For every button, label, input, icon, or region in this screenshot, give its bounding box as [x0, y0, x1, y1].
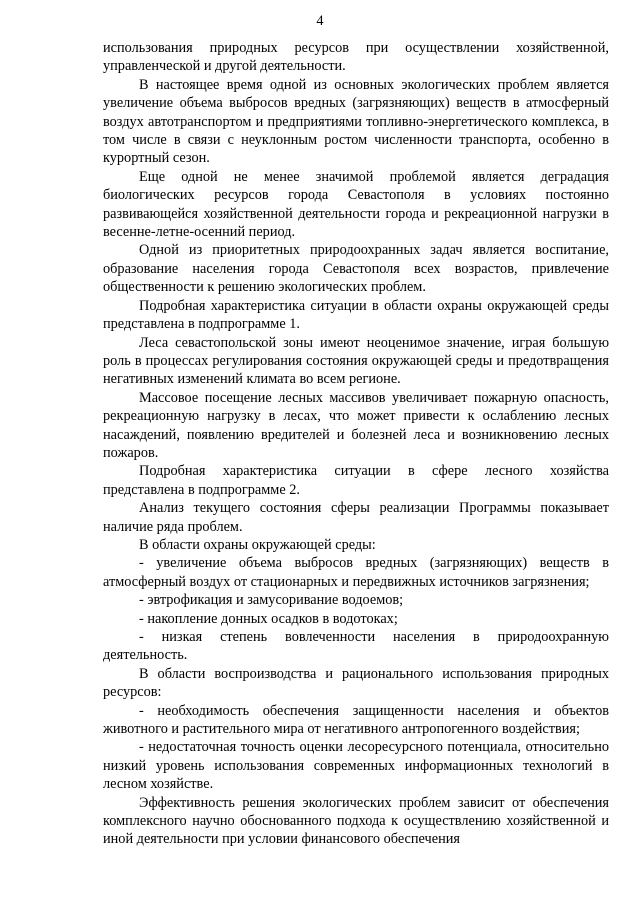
paragraph: Одной из приоритетных природоохранных задач является воспитание, образование населения города Севастополя всех возрастов, привлечение общественности к решению экологических проблем.	[103, 242, 609, 296]
list-item: - накопление донных осадков в водотоках;	[139, 610, 398, 627]
paragraph: Подробная характеристика ситуации в области охраны окружающей среды представлена в подпрограмме 1.	[103, 297, 609, 333]
paragraph: Массовое посещение лесных массивов увеличивает пожарную опасность, рекреационную нагрузку в лесах, что может привести к ослаблению лесных насаждений, появлению вредителей и болезней леса и возникновению лесных пожаров.	[103, 389, 609, 461]
paragraph: Анализ текущего состояния сферы реализации Программы показывает наличие ряда проблем.	[103, 500, 609, 535]
page-number: 4	[316, 13, 324, 29]
list-item: - низкая степень вовлеченности населения в природоохранную деятельность.	[103, 629, 609, 664]
paragraph: В области охраны окружающей среды:	[139, 536, 376, 553]
paragraph: Эффективность решения экологических проблем зависит от обеспечения комплексного научно обоснованного подхода к осуществлению хозяйственной и иной деятельности при условии финансового обеспечения	[103, 794, 609, 848]
paragraph: В настоящее время одной из основных экологических проблем является увеличение объема выбросов вредных (загрязняющих) веществ в атмосферный воздух автотранспортом и предприятиями топливно-энергетического комплекса, в том числе в связи с неуклонным ростом численности транспорта, особенно в курортный сезон.	[103, 76, 609, 167]
paragraph: Еще одной не менее значимой проблемой является деградация биологических ресурсов города Севастополя в условиях постоянно развивающейся хозяйственной деятельности города и рекреационной нагрузки в весенне-летне-осенний период.	[103, 168, 609, 241]
paragraph: Леса севастопольской зоны имеют неоценимое значение, играя большую роль в процессах регулирования состояния окружающей среды и предотвращения негативных изменений климата во всем регионе.	[103, 334, 609, 388]
body-text	[103, 39, 609, 849]
list-item: - необходимость обеспечения защищенности населения и объектов животного и растительного мира от негативного антропогенного воздействия;	[103, 702, 609, 738]
paragraph: В области воспроизводства и рационального использования природных ресурсов:	[103, 665, 609, 701]
paragraph: использования природных ресурсов при осуществлении хозяйственной, управленческой и другой деятельности.	[103, 40, 609, 75]
list-item: - недостаточная точность оценки лесоресурсного потенциала, относительно низкий уровень использования современных информационных технологий в лесном хозяйстве.	[103, 739, 609, 793]
paragraph: Подробная характеристика ситуации в сфере лесного хозяйства представлена в подпрограмме 2.	[103, 463, 609, 498]
list-item: - увеличение объема выбросов вредных (загрязняющих) веществ в атмосферный воздух от стационарных и передвижных источников загрязнения;	[103, 555, 609, 590]
list-item: - эвтрофикация и замусоривание водоемов;	[139, 592, 404, 609]
